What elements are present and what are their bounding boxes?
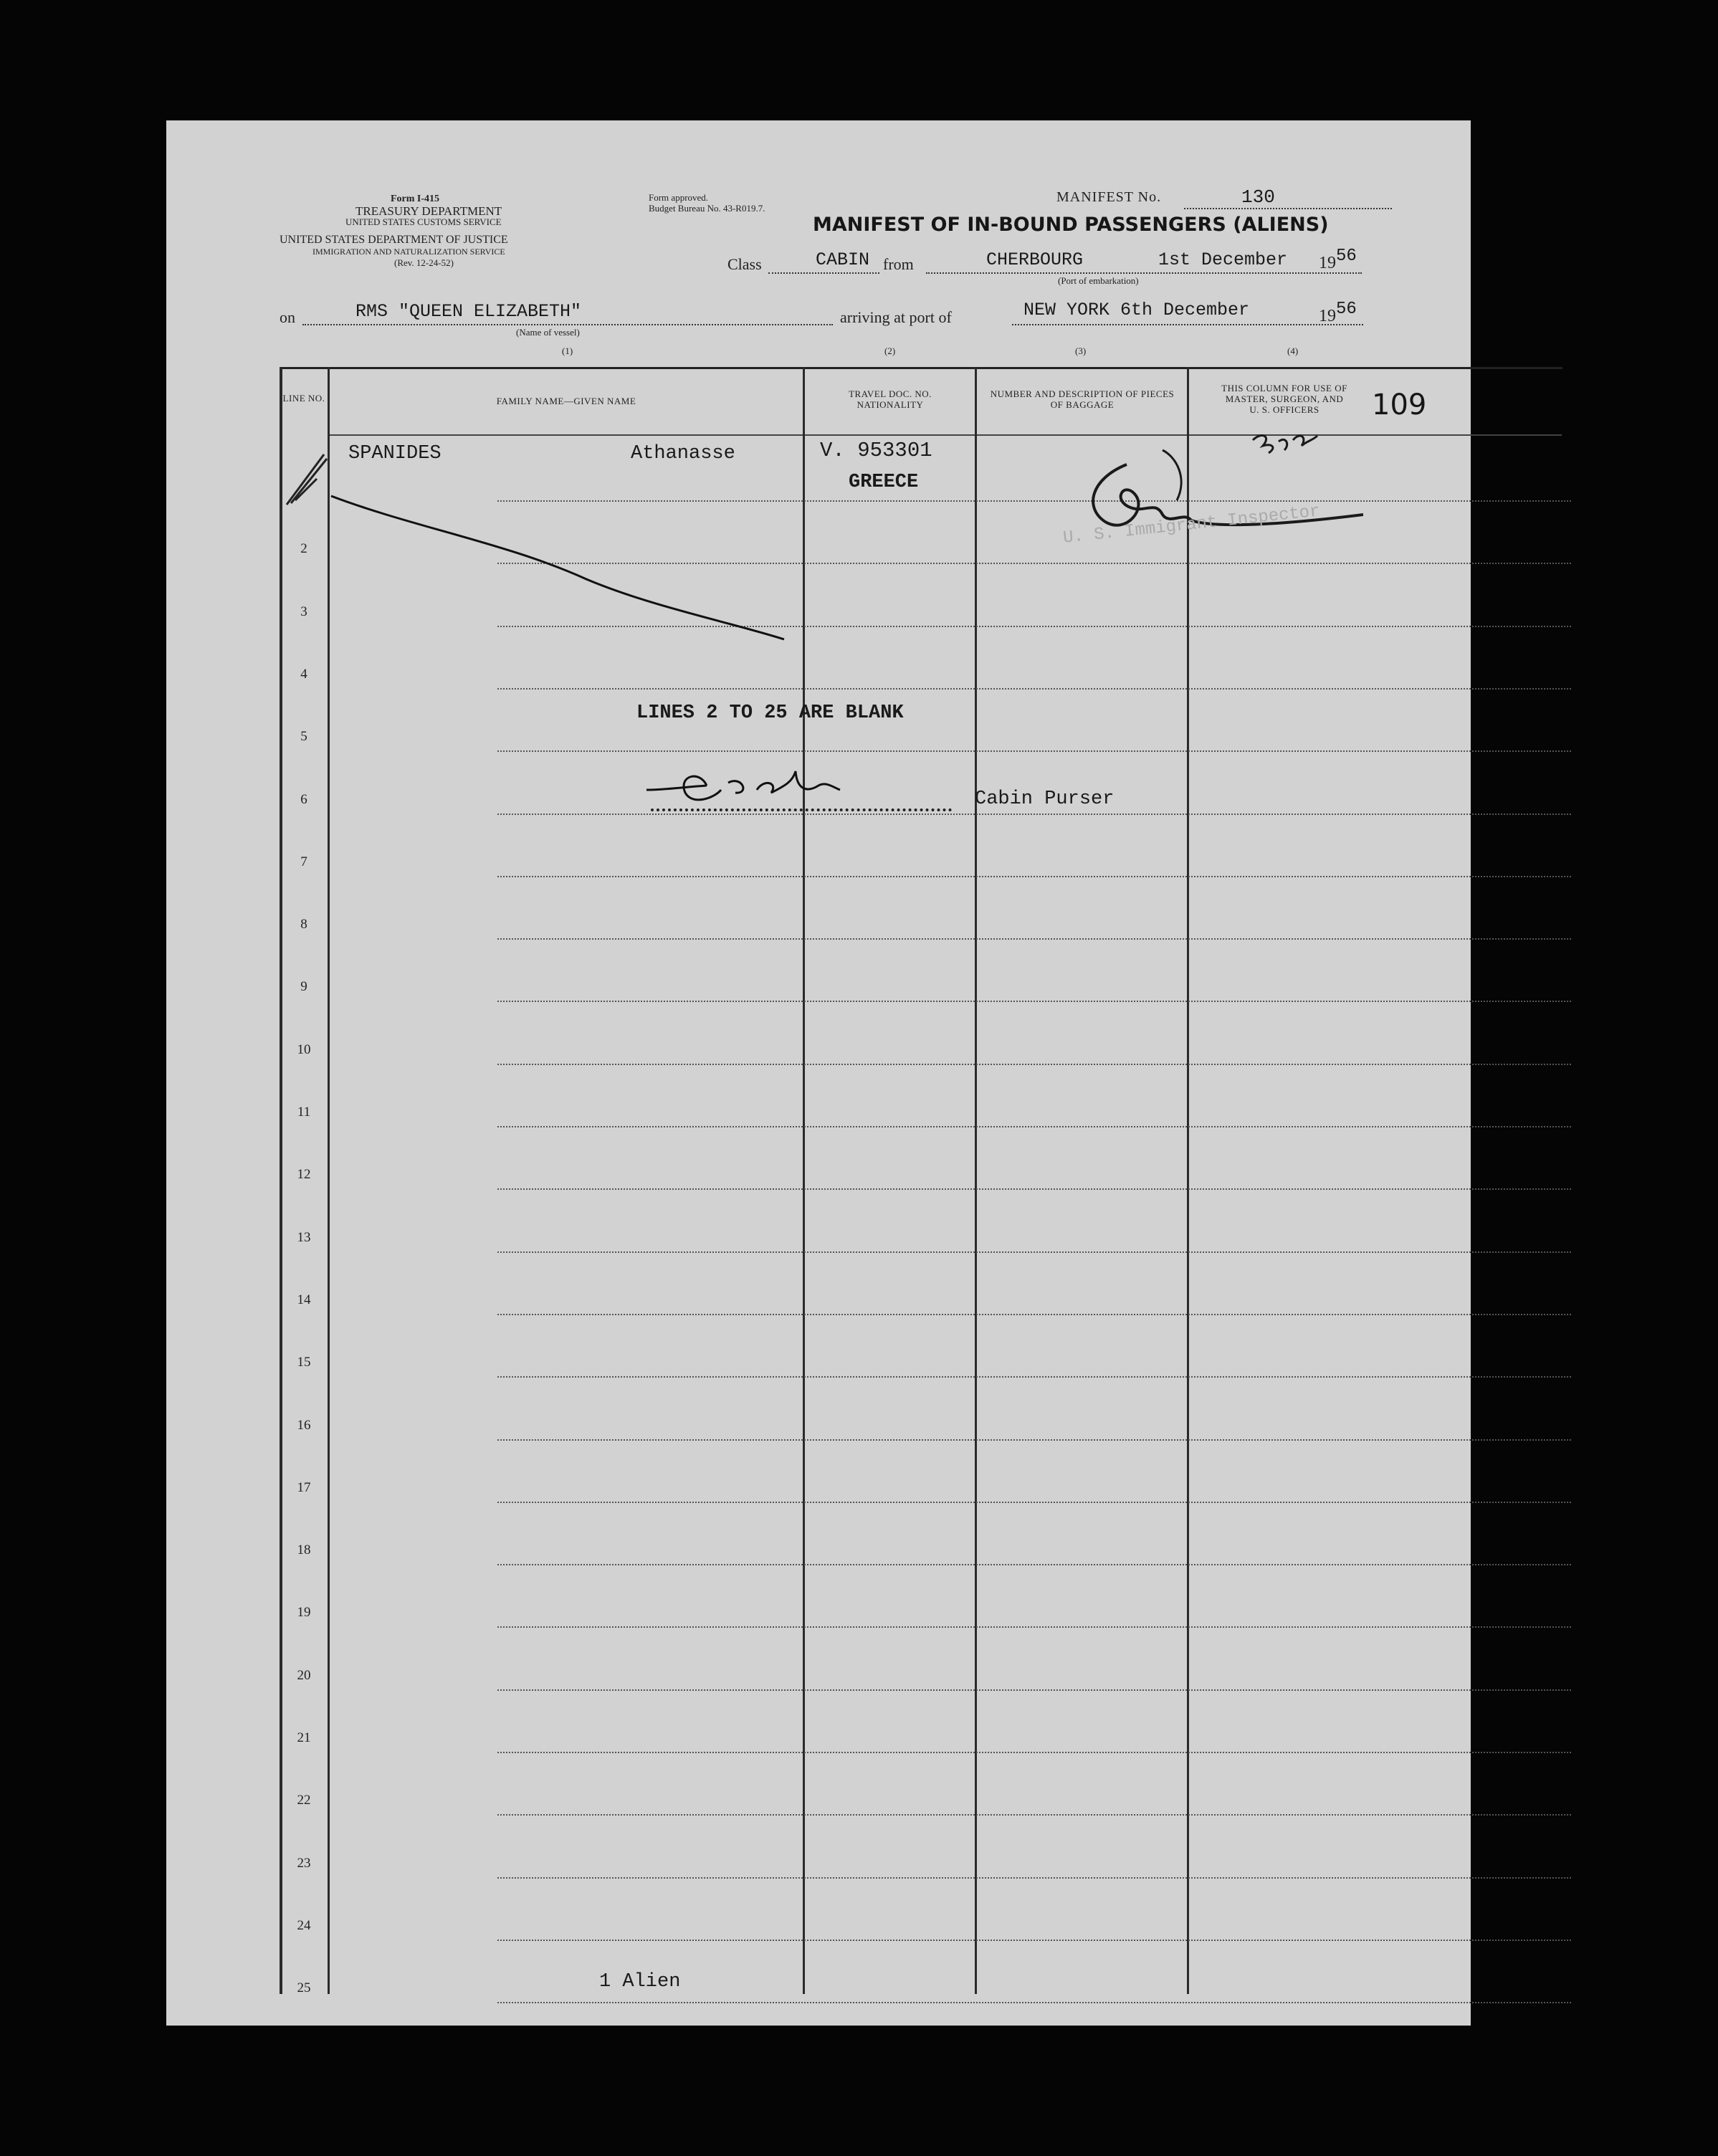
page-number: 109 [1372,388,1427,421]
col1-divider [803,367,805,1994]
line-number: 23 [297,1855,311,1871]
col3-number: (3) [1075,345,1087,356]
line-number: 12 [297,1167,311,1183]
total-aliens: 1 Alien [599,1971,681,1993]
row-line [497,1564,1571,1565]
row-line [497,1940,1571,1941]
line-number: 16 [297,1417,311,1433]
line-number: 6 [300,791,307,807]
row-line [497,1251,1571,1253]
departure-date: 1st December [1158,249,1288,270]
table-left-border [280,367,282,1994]
arrival-line [1012,324,1363,325]
row-line [497,2002,1571,2003]
col4-number: (4) [1287,345,1299,356]
row-line [497,1814,1571,1816]
row-line [497,1439,1571,1441]
row-line [497,1502,1571,1503]
header-baggage: NUMBER AND DESCRIPTION OF PIECES OF BAGGAGE [990,388,1175,410]
arrival-port-date: NEW YORK 6th December [1023,300,1250,320]
form-number: Form I-415 [391,194,440,204]
row-line [497,814,1571,815]
col3-divider [1187,367,1189,1994]
line-number: 22 [297,1793,311,1808]
row-line [497,1001,1571,1002]
class-label: Class [727,255,762,273]
line-number: 2 [300,541,307,557]
line-number: 3 [300,604,307,619]
departure-year: 56 [1336,247,1357,266]
class-line [768,272,879,274]
manifest-page [166,120,1471,2026]
from-label: from [883,255,914,273]
header-bottom-border [328,434,1562,436]
row-line [497,688,1571,690]
line-number: 18 [297,1542,311,1558]
line-number: 25 [297,1980,311,1996]
justice-label: UNITED STATES DEPARTMENT OF JUSTICE [280,234,508,246]
port-embark-caption: (Port of embarkation) [1058,275,1139,286]
ins-label: IMMIGRATION AND NATURALIZATION SERVICE [312,247,505,257]
row-line [497,1064,1571,1065]
form-approved: Form approved. [649,192,709,203]
col2-number: (2) [884,345,896,356]
vessel-line [302,324,833,325]
row-line [497,1188,1571,1190]
from-line [926,272,1362,274]
budget-bureau: Budget Bureau No. 43-R019.7. [649,203,765,214]
arrival-year-prefix: 19 [1319,307,1336,325]
line-number: 19 [297,1605,311,1621]
manifest-number: 130 [1241,186,1275,208]
cancel-line [328,493,787,644]
given-name: Athanasse [631,443,735,464]
arrival-year: 56 [1336,300,1357,319]
line-number: 17 [297,1479,311,1495]
year-prefix: 19 [1319,254,1336,272]
family-name: SPANIDES [348,443,442,464]
row-line [497,1877,1571,1879]
line-number: 10 [297,1041,311,1057]
row-line [497,750,1571,752]
header-officers: THIS COLUMN FOR USE OF MASTER, SURGEON, AND U. S. OFFICERS [1221,383,1347,415]
line-number: 4 [300,666,307,682]
line-number: 15 [297,1355,311,1370]
row-line [497,938,1571,940]
header-family-name: FAMILY NAME—GIVEN NAME [496,396,636,406]
row-line [497,1376,1571,1378]
row-line [497,1752,1571,1753]
vessel-caption: (Name of vessel) [516,327,580,338]
header-travel-doc: TRAVEL DOC. NO. NATIONALITY [849,388,932,410]
line-number: 7 [300,854,307,869]
treasury-label: TREASURY DEPARTMENT [355,204,502,218]
line-number: 5 [300,729,307,745]
inspector-stamp: U. S. Immigrant Inspector [1062,502,1321,548]
purser-title: Cabin Purser [975,788,1115,810]
row-line [497,1689,1571,1691]
manifest-number-line [1184,208,1392,209]
check-mark [281,450,331,507]
row-line [497,1126,1571,1127]
line-number: 20 [297,1667,311,1683]
on-label: on [280,308,295,326]
line-number: 9 [300,979,307,995]
row-line [497,876,1571,877]
manifest-title: MANIFEST OF IN-BOUND PASSENGERS (ALIENS) [813,214,1329,236]
header-line-no: LINE NO. [282,393,325,404]
purser-signature [642,761,886,811]
line-number: 21 [297,1730,311,1745]
revision-label: (Rev. 12-24-52) [394,257,454,268]
blank-lines-note: LINES 2 TO 25 ARE BLANK [636,702,904,724]
arriving-label: arriving at port of [840,308,952,326]
nationality: GREECE [849,472,919,493]
row-line [497,1626,1571,1628]
embark-port: CHERBOURG [986,249,1084,270]
manifest-label: MANIFEST No. [1056,189,1162,205]
line-number: 13 [297,1229,311,1245]
line-number: 8 [300,917,307,932]
line-number: 24 [297,1917,311,1933]
col1-number: (1) [562,345,573,356]
travel-doc-number: V. 953301 [820,439,932,462]
line-number: 11 [297,1105,311,1120]
row-line [497,1314,1571,1315]
table-top-border [280,367,1562,369]
customs-label: UNITED STATES CUSTOMS SERVICE [345,216,502,227]
vessel-name: RMS "QUEEN ELIZABETH" [355,301,582,322]
class-value: CABIN [816,249,870,270]
officer-initials [1247,421,1333,464]
col2-divider [975,367,977,1994]
line-number: 14 [297,1292,311,1307]
